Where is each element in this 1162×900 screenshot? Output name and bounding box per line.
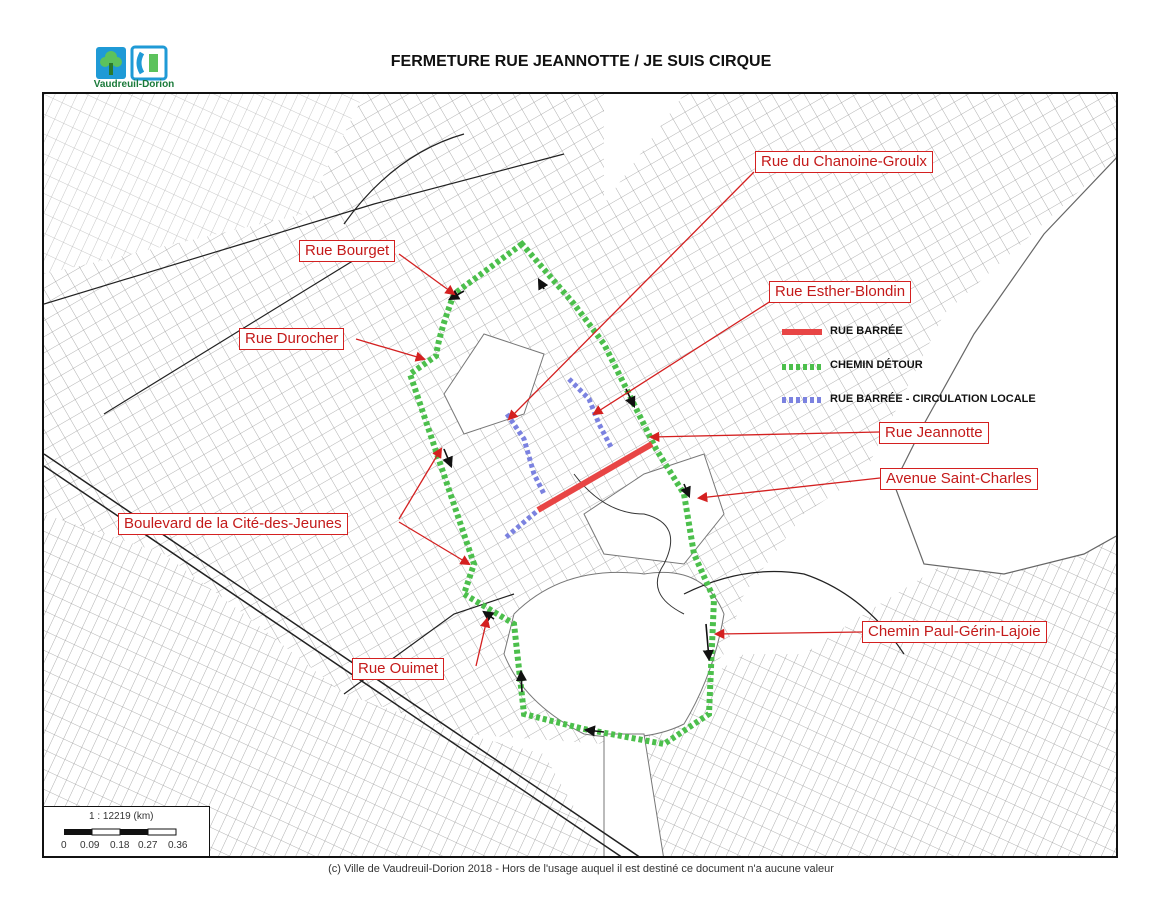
callout-rue-bourget: Rue Bourget	[299, 240, 395, 262]
scale-tick: 0.27	[138, 840, 158, 851]
scale-tick: 0.09	[80, 840, 100, 851]
scale-bar	[44, 806, 210, 858]
callout-rue-du-chanoine-groulx: Rue du Chanoine-Groulx	[755, 151, 933, 173]
callout-chemin-paul-gerin-lajoie: Chemin Paul-Gérin-Lajoie	[862, 621, 1047, 643]
map-title: FERMETURE RUE JEANNOTTE / JE SUIS CIRQUE	[390, 53, 772, 70]
legend-local-traffic: RUE BARRÉE - CIRCULATION LOCALE	[830, 393, 1036, 405]
callout-rue-durocher: Rue Durocher	[239, 328, 344, 350]
scale-tick: 0.36	[168, 840, 188, 851]
callout-avenue-saint-charles: Avenue Saint-Charles	[880, 468, 1038, 490]
callout-rue-jeannotte: Rue Jeannotte	[879, 422, 989, 444]
scale-tick: 0	[61, 840, 67, 851]
callout-boulevard-de-la-cite-des-jeunes: Boulevard de la Cité-des-Jeunes	[118, 513, 348, 535]
legend-detour: CHEMIN DÉTOUR	[830, 359, 923, 371]
callout-rue-esther-blondin: Rue Esther-Blondin	[769, 281, 911, 303]
city-name: Vaudreuil-Dorion	[93, 79, 175, 90]
scale-title: 1 : 12219 (km)	[89, 811, 154, 822]
copyright-footer: (c) Ville de Vaudreuil-Dorion 2018 - Hors de l'usage auquel il est destiné ce document n'a aucune valeur	[328, 863, 834, 875]
callout-rue-ouimet: Rue Ouimet	[352, 658, 444, 680]
map-area	[42, 92, 1118, 858]
scale-tick: 0.18	[110, 840, 130, 851]
legend-closed-street: RUE BARRÉE	[830, 325, 903, 337]
